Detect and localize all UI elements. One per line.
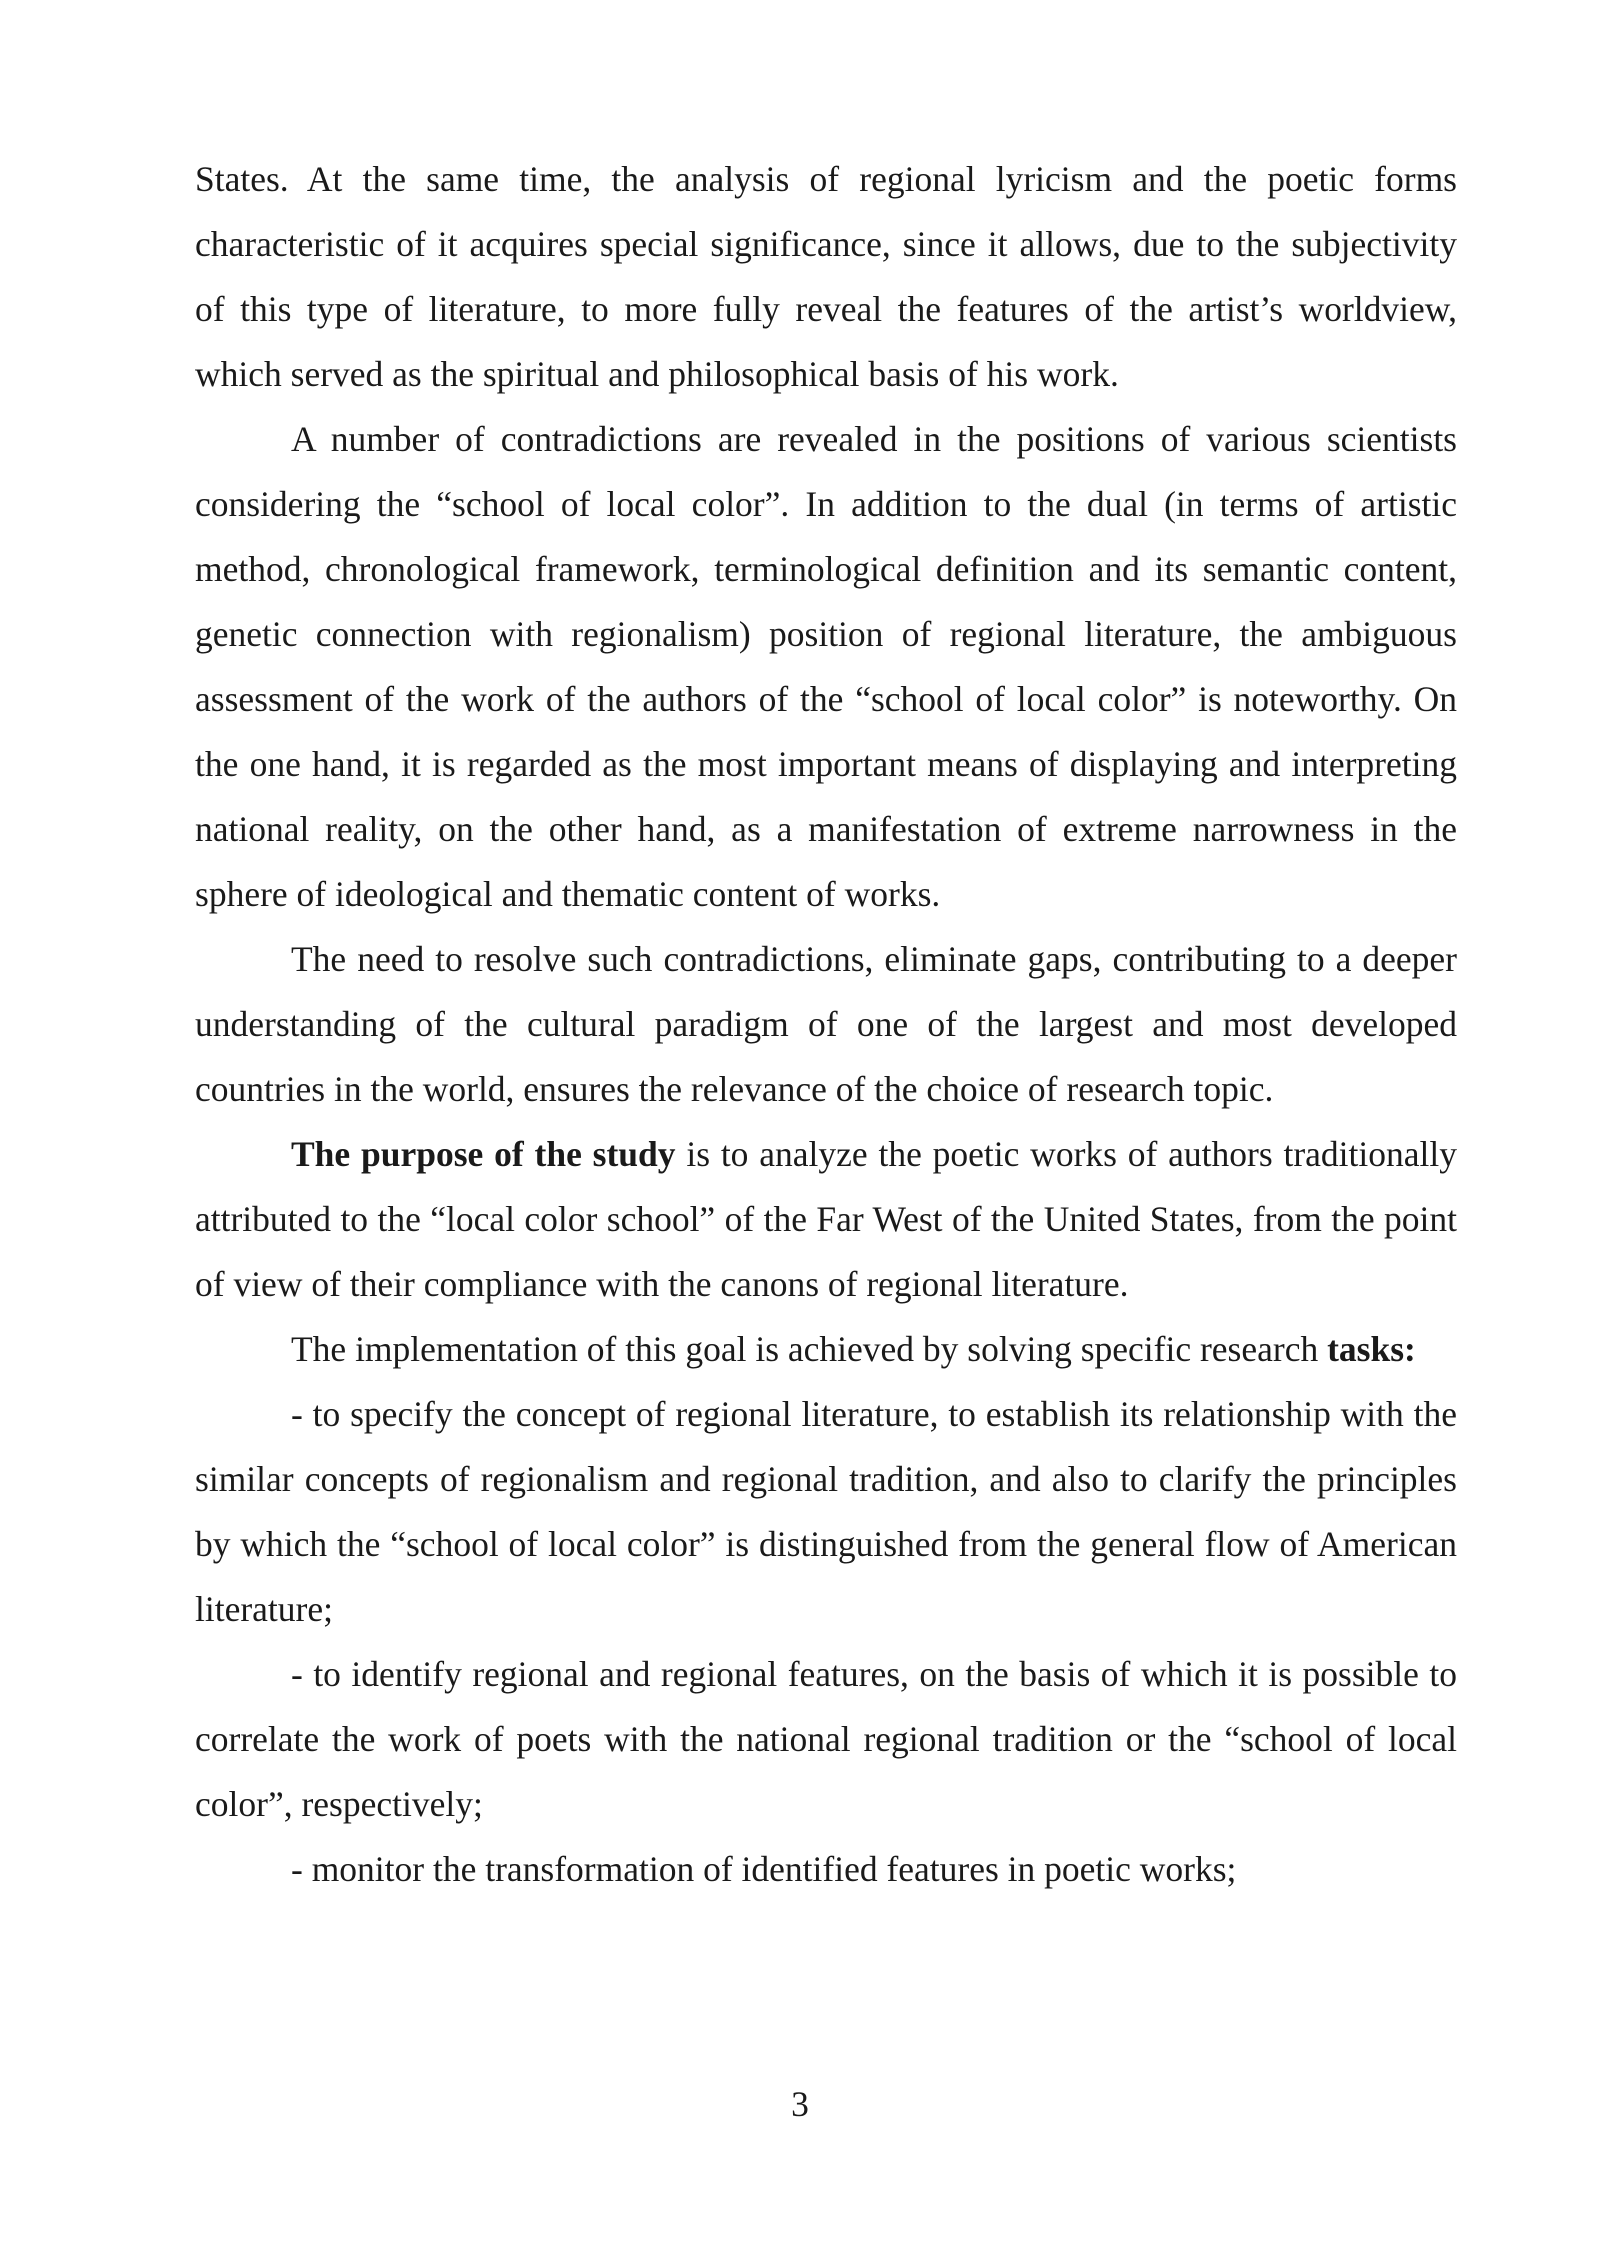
paragraph-intro-continuation bbox=[195, 147, 1457, 407]
tasks-heading: tasks: bbox=[1327, 1329, 1416, 1369]
task-text: - to identify regional and regional features, on the basis of which it is possible to correlate the work of poets with the national regional tradition or the “school of local color”, respectively; bbox=[195, 1654, 1457, 1824]
paragraph-text: The implementation of this goal is achieved by solving specific research bbox=[291, 1329, 1328, 1369]
task-item-2 bbox=[195, 1642, 1457, 1837]
paragraph-relevance bbox=[195, 927, 1457, 1122]
paragraph-tasks-intro bbox=[195, 1317, 1457, 1382]
task-item-3 bbox=[195, 1837, 1457, 1902]
paragraph-text: The need to resolve such contradictions, eliminate gaps, contributing to a deeper understanding of the cultural paradigm of one of the largest and most developed countries in the world, ensures the relevance of the choice of research topic. bbox=[195, 939, 1457, 1109]
task-item-1 bbox=[195, 1382, 1457, 1642]
purpose-heading: The purpose of the study bbox=[291, 1134, 676, 1174]
paragraph-purpose bbox=[195, 1122, 1457, 1317]
paragraph-contradictions bbox=[195, 407, 1457, 927]
paragraph-text: is to analyze the poetic works of authors traditionally attributed to the “local color school” of the Far West of the United States, from the point of view of their compliance with the canons of regional literature. bbox=[195, 1134, 1457, 1304]
body-text bbox=[195, 147, 1457, 1902]
page-number: 3 bbox=[791, 2084, 809, 2124]
paragraph-text: States. At the same time, the analysis of regional lyricism and the poetic forms characteristic of it acquires special significance, since it allows, due to the subjectivity of this type of literature, to more fully reveal the features of the artist’s worldview, which served as the spiritual and philosophical basis of his work. bbox=[195, 159, 1457, 394]
task-text: - monitor the transformation of identified features in poetic works; bbox=[291, 1849, 1237, 1889]
paragraph-text: A number of contradictions are revealed in the positions of various scientists considering the “school of local color”. In addition to the dual (in terms of artistic method, chronological framework, terminological definition and its semantic content, genetic connection with regionalism) position of regional literature, the ambiguous assessment of the work of the authors of the “school of local color” is noteworthy. On the one hand, it is regarded as the most important means of displaying and interpreting national reality, on the other hand, as a manifestation of extreme narrowness in the sphere of ideological and thematic content of works. bbox=[195, 419, 1457, 914]
task-text: - to specify the concept of regional literature, to establish its relationship with the similar concepts of regionalism and regional tradition, and also to clarify the principles by which the “school of local color” is distinguished from the general flow of American literature; bbox=[195, 1394, 1457, 1629]
